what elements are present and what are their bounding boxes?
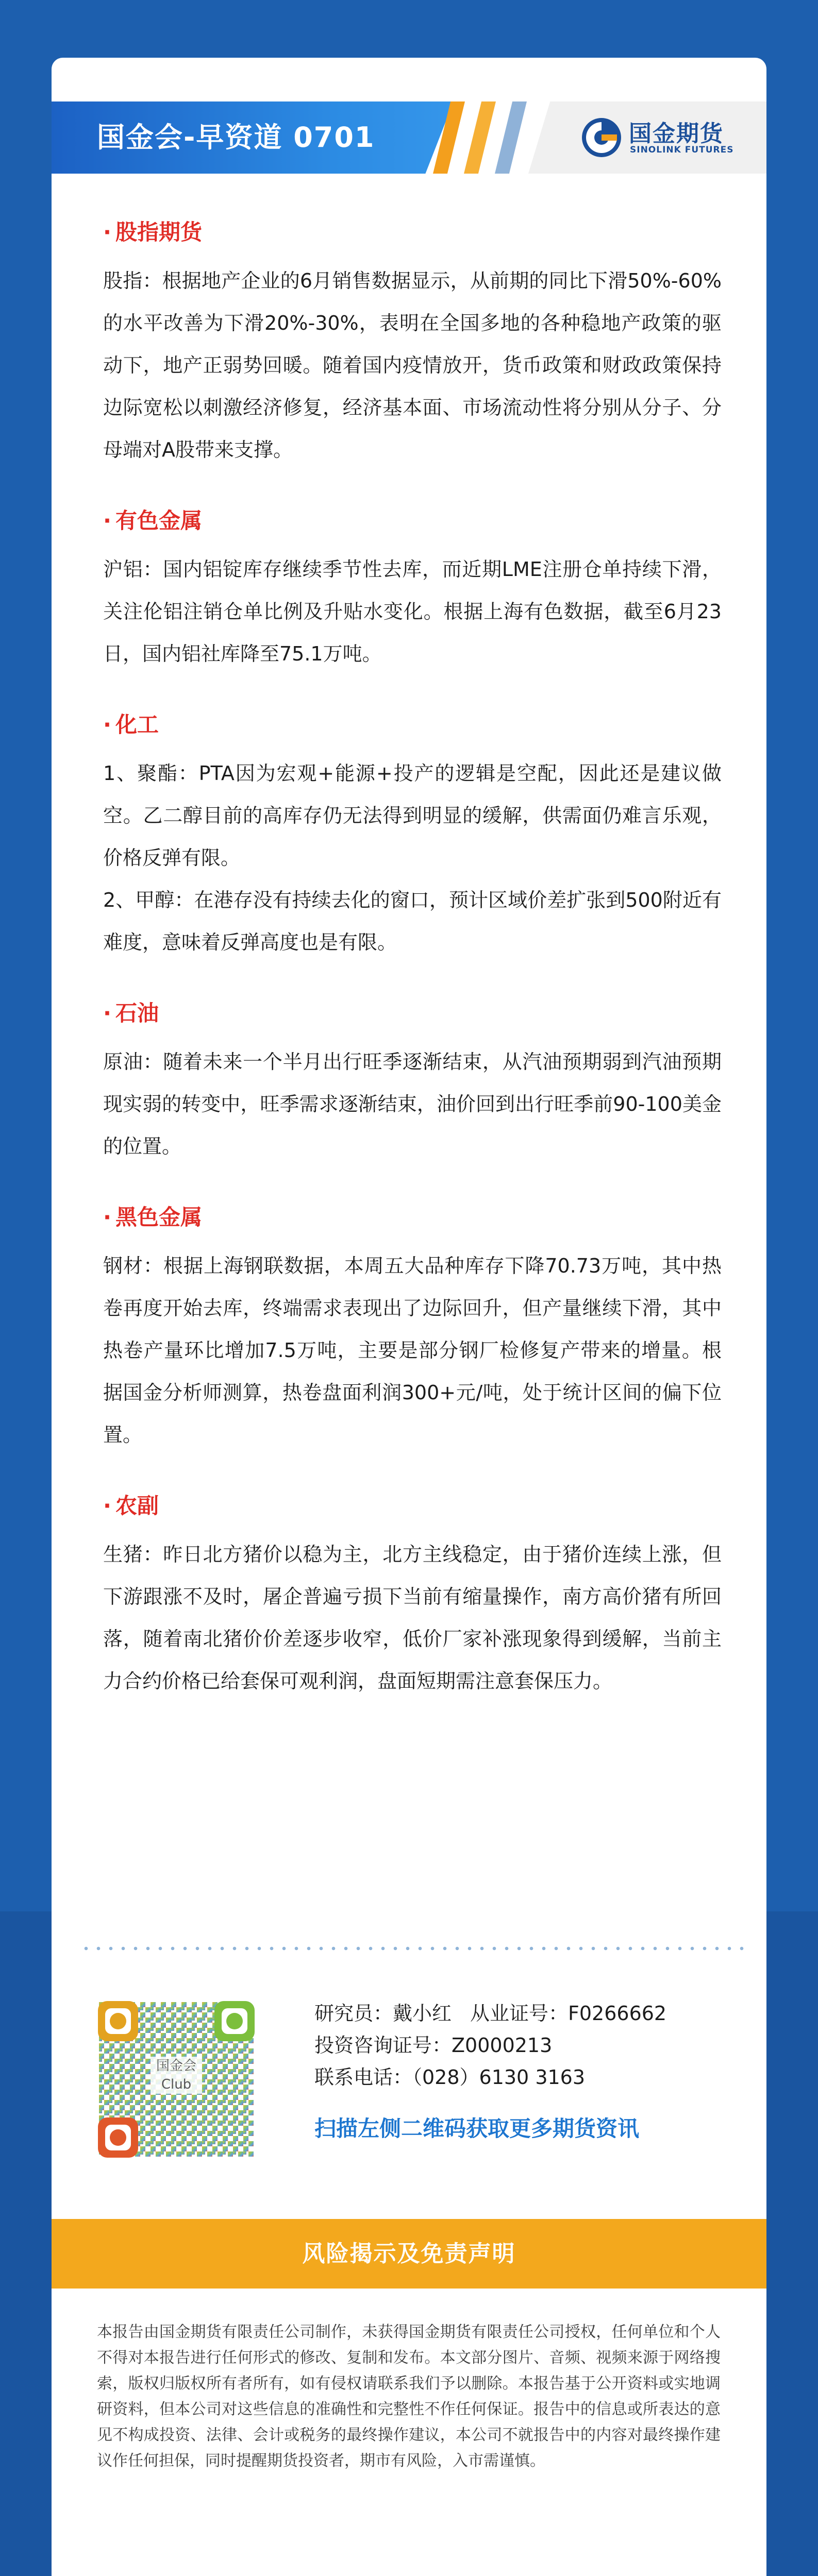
contact-info: [314, 1997, 737, 2145]
section-paragraph: 生猪：昨日北方猪价以稳为主，北方主线稳定，由于猪价连续上涨，但下游跟涨不及时，屠企普遍亏损下当前有缩量操作，南方高价猪有所回落，随着南北猪价价差逐步收窄，低价厂家补涨现象得到缓解，当前主力合约价格已给套保可观利润，盘面短期需注意套保压力。: [103, 1543, 722, 1692]
section-title: · 化工: [103, 712, 159, 737]
logo-name-en: SINOLINK FUTURES: [630, 145, 734, 155]
bullet-icon: ·: [103, 219, 111, 245]
section-paragraph: 沪铝：国内铝锭库存继续季节性去库，而近期LME注册仓单持续下滑，关注伦铝注销仓单比例及升贴水变化。根据上海有色数据，截至6月23日，国内铝社库降至75.1万吨。: [103, 558, 722, 665]
qr-call-to-action: 扫描左侧二维码获取更多期货资讯: [314, 2116, 640, 2141]
section-title: · 农副: [103, 1493, 159, 1518]
qr-center-label: 国金会 Club: [151, 2057, 202, 2094]
section-title: · 有色金属: [103, 508, 202, 533]
section-title: · 石油: [103, 1001, 159, 1026]
section-paragraph: 原油：随着未来一个半月出行旺季逐渐结束，从汽油预期弱到汽油预期现实弱的转变中，旺季需求逐渐结束，油价回到出行旺季前90-100美金的位置。: [103, 1050, 722, 1158]
decor-stripe: [495, 101, 527, 174]
section-title: · 黑色金属: [103, 1205, 202, 1230]
researcher-name: 研究员：戴小红: [314, 2002, 452, 2025]
section-nonferrous-metals: [103, 506, 722, 675]
report-card: [52, 58, 766, 2576]
section-paragraph: 1、聚酯：PTA因为宏观+能源+投产的逻辑是空配，因此还是建议做空。乙二醇目前的高库存仍无法得到明显的缓解，供需面仍难言乐观，价格反弹有限。: [103, 762, 722, 869]
bullet-icon: ·: [103, 1001, 111, 1026]
report-title: 国金会-早资道 0701: [97, 121, 375, 154]
section-ferrous-metals: [103, 1202, 722, 1456]
report-header: [52, 101, 766, 174]
section-paragraph: 钢材：根据上海钢联数据，本周五大品种库存下降70.73万吨，其中热卷再度开始去库，终端需求表现出了边际回升，但产量继续下滑，其中热卷产量环比增加7.5万吨，主要是部分钢厂检修复产带来的增量。根据国金分析师测算，热卷盘面利润300+元/吨，处于统计区间的偏下位置。: [103, 1255, 722, 1446]
section-title: · 股指期货: [103, 219, 202, 245]
bullet-icon: ·: [103, 508, 111, 533]
sinolink-logo-icon: [580, 116, 623, 159]
section-stock-index-futures: [103, 217, 722, 471]
section-paragraph: 股指：根据地产企业的6月销售数据显示，从前期的同比下滑50%-60%的水平改善为下滑20%-30%，表明在全国多地的各种稳地产政策的驱动下，地产正弱势回暖。随着国内疫情放开，货币政策和财政政策保持边际宽松以刺激经济修复，经济基本面、市场流动性将分别从分子、分母端对A股带来支撑。: [103, 269, 722, 461]
disclaimer-text: 本报告由国金期货有限责任公司制作，未获得国金期货有限责任公司授权，任何单位和个人不得对本报告进行任何形式的修改、复制和发布。本文部分图片、音频、视频来源于网络搜索，版权归版权所有者所有，如有侵权请联系我们予以删除。本报告基于公开资料或实地调研资料，但本公司对这些信息的准确性和完整性不作任何保证。报告中的信息或所表达的意见不构成投资、法律、会计或税务的最终操作建议，本公司不就报告中的内容对最终操作建议作任何担保，同时提醒期货投资者，期市有风险，入市需谨慎。: [97, 2323, 721, 2470]
disclaimer-title: 风险揭示及免责声明: [302, 2241, 516, 2267]
disclaimer-banner: [52, 2219, 766, 2289]
license-number: 从业证号：F0266662: [470, 2002, 667, 2025]
dotted-divider: [80, 1946, 745, 1951]
bullet-icon: ·: [103, 1493, 111, 1518]
report-content: [103, 217, 722, 1737]
section-agricultural: [103, 1491, 722, 1702]
bullet-icon: ·: [103, 1205, 111, 1230]
section-crude-oil: [103, 998, 722, 1167]
bullet-icon: ·: [103, 712, 111, 737]
advisory-license: 投资咨询证号：Z0000213: [314, 2034, 553, 2057]
decor-stripe: [464, 101, 496, 174]
section-chemicals: [103, 710, 722, 963]
researcher-line: [314, 1997, 737, 2029]
section-paragraph: 2、甲醇：在港存没有持续去化的窗口，预计区域价差扩张到500附近有难度，意味着反弹高度也是有限。: [103, 889, 722, 954]
contact-phone: 联系电话：（028）6130 3163: [314, 2066, 586, 2089]
logo-name-cn: 国金期货: [629, 121, 724, 147]
